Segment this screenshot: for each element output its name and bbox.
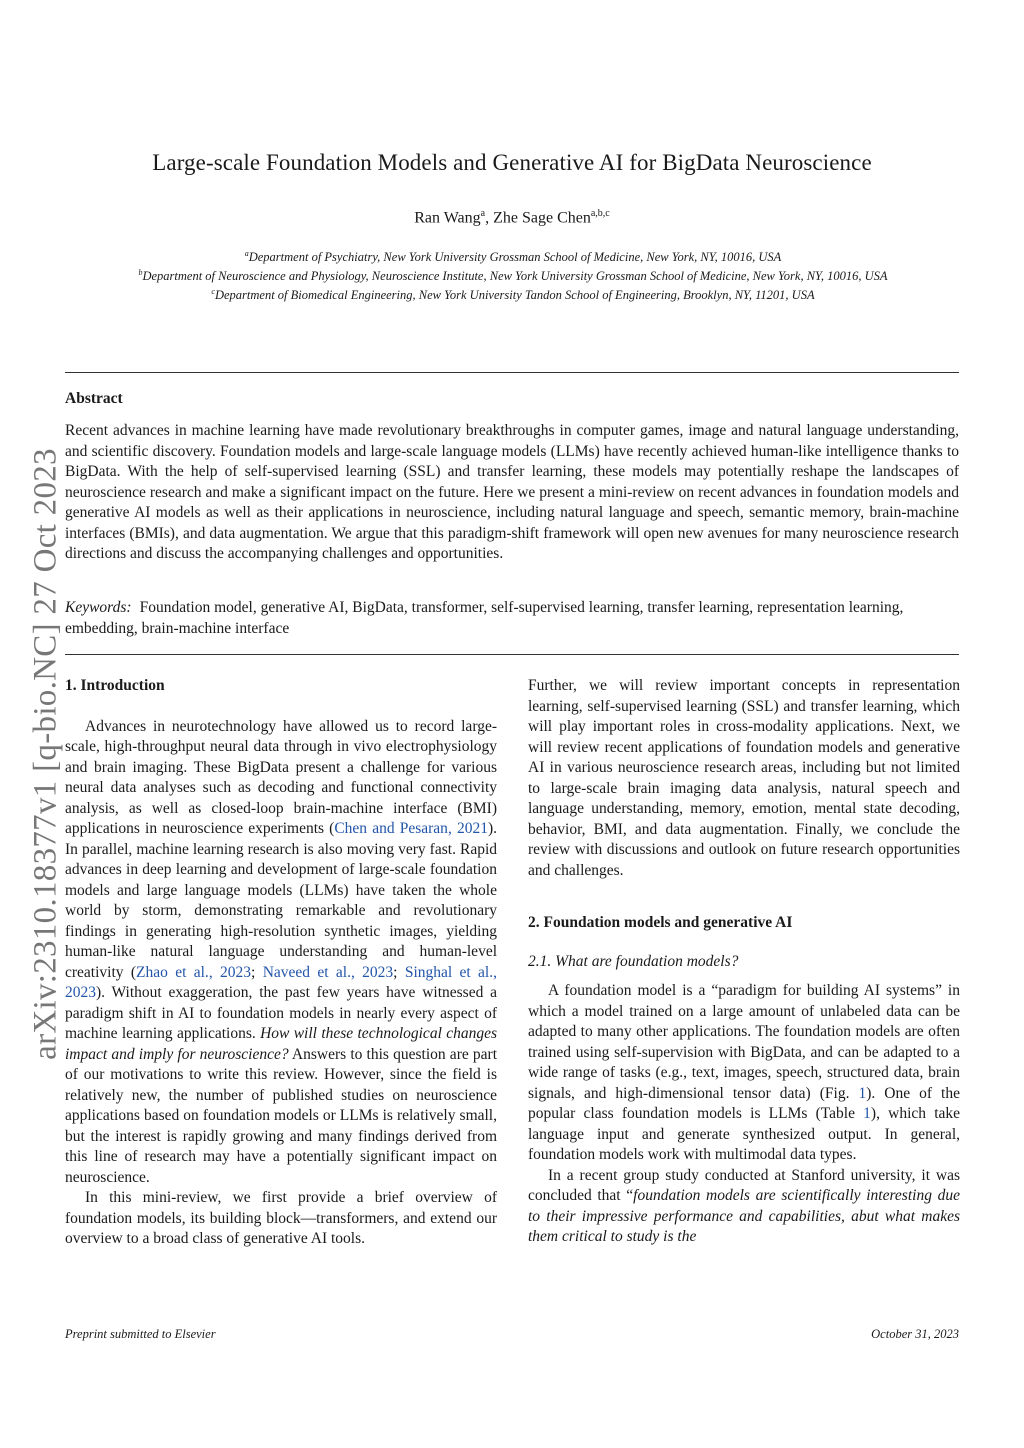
- citation-separator: ,: [350, 963, 363, 981]
- left-column: [65, 676, 497, 1250]
- section-heading-introduction: 1. Introduction: [65, 677, 165, 694]
- citation-link[interactable]: [263, 964, 393, 981]
- citation-year: 2023: [65, 984, 96, 1001]
- affiliation-text: Department of Psychiatry, New York University Grossman School of Medicine, New York, NY, 10016, USA: [248, 250, 782, 265]
- author-affiliation-mark: a: [480, 208, 486, 219]
- affiliation-mark: a: [244, 249, 249, 258]
- citation-year: 2023: [220, 963, 252, 981]
- footer-date: October 31, 2023: [871, 1327, 959, 1341]
- right-column: [528, 676, 960, 1248]
- paper-title: Large-scale Foundation Models and Generative AI for BigData Neuroscience: [152, 150, 872, 175]
- intro-paragraph-3: Further, we will review important concepts in representation learning, self-supervised learning (SSL) and transfer learning, which will play important roles in cross-modality applications. Next, we will review recent applications of foundation models and generative AI in various neuroscience research areas, including but not limited to large-scale brain imaging data analysis, natural speech and language understanding, memory, emotion, mental state decoding, behavior, BMI, and data augmentation. Finally, we conclude the review with discussions and outlook on future research opportunities and challenges.: [528, 677, 960, 879]
- figure-reference-link[interactable]: 1: [858, 1084, 867, 1102]
- citation-authors: Chen and Pesaran: [334, 820, 448, 837]
- abstract-body: Recent advances in machine learning have made revolutionary breakthroughs in computer games, image and natural language understanding, and scientific discovery. Foundation models and large-scale language models (LLMs) have recently achieved human-like intelligence thanks to BigData. With the help of self-supervised learning (SSL) and transfer learning, these models may potentially reshape the landscapes of neuroscience research and make a significant impact on the future. Here we present a mini-review on recent advances in foundation models and generative AI models as well as their applications in neuroscience, including natural language and speech, semantic memory, brain-machine interfaces (BMIs), and data augmentation. We argue that this paradigm-shift framework will open new avenues for many neuroscience research directions and discuss the accompanying challenges and opportunities.: [65, 422, 959, 562]
- intro-paragraph-1: [65, 717, 497, 1189]
- affiliation-text: Department of Neuroscience and Physiology, Neuroscience Institute, New York University Grossman School of Medicine, New York, NY, 10016, USA: [142, 269, 888, 284]
- author-separator: ,: [485, 209, 494, 227]
- paragraph-text: Advances in neurotechnology have allowed us to record large-scale, high-throughput neural data through in vivo electrophysiology and brain imaging. These BigData present a challenge for various neural data analyses such as decoding and functional connectivity analysis, as well as closed-loop brain-machine interface (BMI) applications in neuroscience experiments (: [65, 717, 497, 837]
- paragraph-text: ). In parallel, machine learning research is also moving very fast. Rapid advances in deep learning and development of large-scale foundation models and large language models (LLMs) have taken the whole world by storm, demonstrating remarkable and revolutionary findings in generating high-resolution synthetic images, yielding human-like natural language understanding and human-level creativity (: [65, 820, 498, 981]
- paragraph-italic-quote: foundation models are scientifically interesting due to their impressive performance and capabilities, abut what makes them critical to study is the: [528, 1187, 960, 1245]
- paragraph-text: In a recent group study conducted at Stanford university, it was concluded that “: [528, 1166, 960, 1204]
- affiliation-mark: b: [138, 268, 143, 278]
- intro-paragraph-2: In this mini-review, we first provide a brief overview of foundation models, its building block—transformers, and extend our overview to a broad class of generative AI tools.: [65, 1189, 497, 1247]
- arxiv-identifier-stamp: arXiv:2310.18377v1 [q-bio.NC] 27 Oct 2023: [27, 448, 64, 1060]
- citation-authors: Naveed et al.: [262, 963, 351, 981]
- keywords: [65, 597, 959, 639]
- abstract-bottom-rule: [65, 654, 959, 655]
- author-name: Zhe Sage Chen: [493, 209, 591, 227]
- citation-link[interactable]: [334, 820, 488, 837]
- affiliation: [100, 284, 926, 303]
- author-list: [0, 208, 1024, 227]
- paragraph-text: ). One of the popular class foundation models is LLMs (Table: [528, 1084, 960, 1122]
- keywords-label: Keywords:: [65, 599, 132, 616]
- citation-authors: Zhao et al.: [136, 963, 209, 981]
- affiliation-text: Department of Biomedical Engineering, New York University Tandon School of Engineering, Brooklyn, NY, 11201, USA: [214, 288, 815, 303]
- subsection-heading: 2.1. What are foundation models?: [528, 952, 739, 970]
- affiliation: [100, 246, 926, 265]
- keywords-text: Foundation model, generative AI, BigData, transformer, self-supervised learning, transfer learning, representation learning, embedding, brain-machine interface: [65, 599, 904, 637]
- citation-link[interactable]: [136, 964, 251, 981]
- citation-authors: Singhal et al.: [404, 963, 494, 981]
- section2-paragraph-1: [528, 981, 960, 1166]
- affiliation-mark: c: [211, 287, 215, 297]
- section-heading-foundation-models: 2. Foundation models and generative AI: [528, 914, 793, 931]
- author-name: Ran Wang: [414, 209, 481, 227]
- abstract-heading: Abstract: [65, 390, 123, 407]
- citation-separator: ,: [493, 963, 497, 981]
- paragraph-text: ). Without exaggeration, the past few years have witnessed a paradigm shift in AI to foundation models in nearly every aspect of machine learning applications.: [65, 984, 497, 1042]
- affiliation-list: [100, 246, 926, 303]
- paragraph-text: Answers to this question are part of our motivations to write this review. However, since the field is relatively new, the number of published studies on neuroscience applications based on foundation models or LLMs is relatively small, but the interest is rapidly growing and many findings derived from this line of research may have a potentially significant impact on neuroscience.: [65, 1045, 497, 1186]
- citation-year: 2021: [456, 820, 488, 837]
- paragraph-text: ), which take language input and generate synthesized output. In general, foundation models work with multimodal data types.: [528, 1105, 961, 1163]
- citation-separator: ;: [251, 963, 263, 981]
- citation-separator: ,: [447, 820, 457, 837]
- citation-separator: ;: [393, 963, 405, 981]
- abstract-top-rule: [65, 372, 959, 373]
- citation-separator: ,: [208, 963, 221, 981]
- table-reference-link[interactable]: 1: [863, 1105, 871, 1122]
- section2-paragraph-2: [528, 1166, 960, 1248]
- paragraph-italic-question: How will these technological changes impact and imply for neuroscience?: [65, 1025, 498, 1063]
- affiliation: [100, 265, 926, 284]
- footer-preprint-note: Preprint submitted to Elsevier: [65, 1327, 216, 1341]
- citation-year: 2023: [362, 963, 394, 981]
- author-affiliation-mark: a,b,c: [590, 208, 610, 219]
- paragraph-text: A foundation model is a “paradigm for building AI systems” in which a model trained on a large amount of unlabeled data can be adapted to many other applications. The foundation models are often trained using self-supervision with BigData, and can be adapted to a wide range of tasks (e.g., text, images, speech, structured data, brain signals, and high-dimensional tensor data) (Fig.: [528, 982, 960, 1102]
